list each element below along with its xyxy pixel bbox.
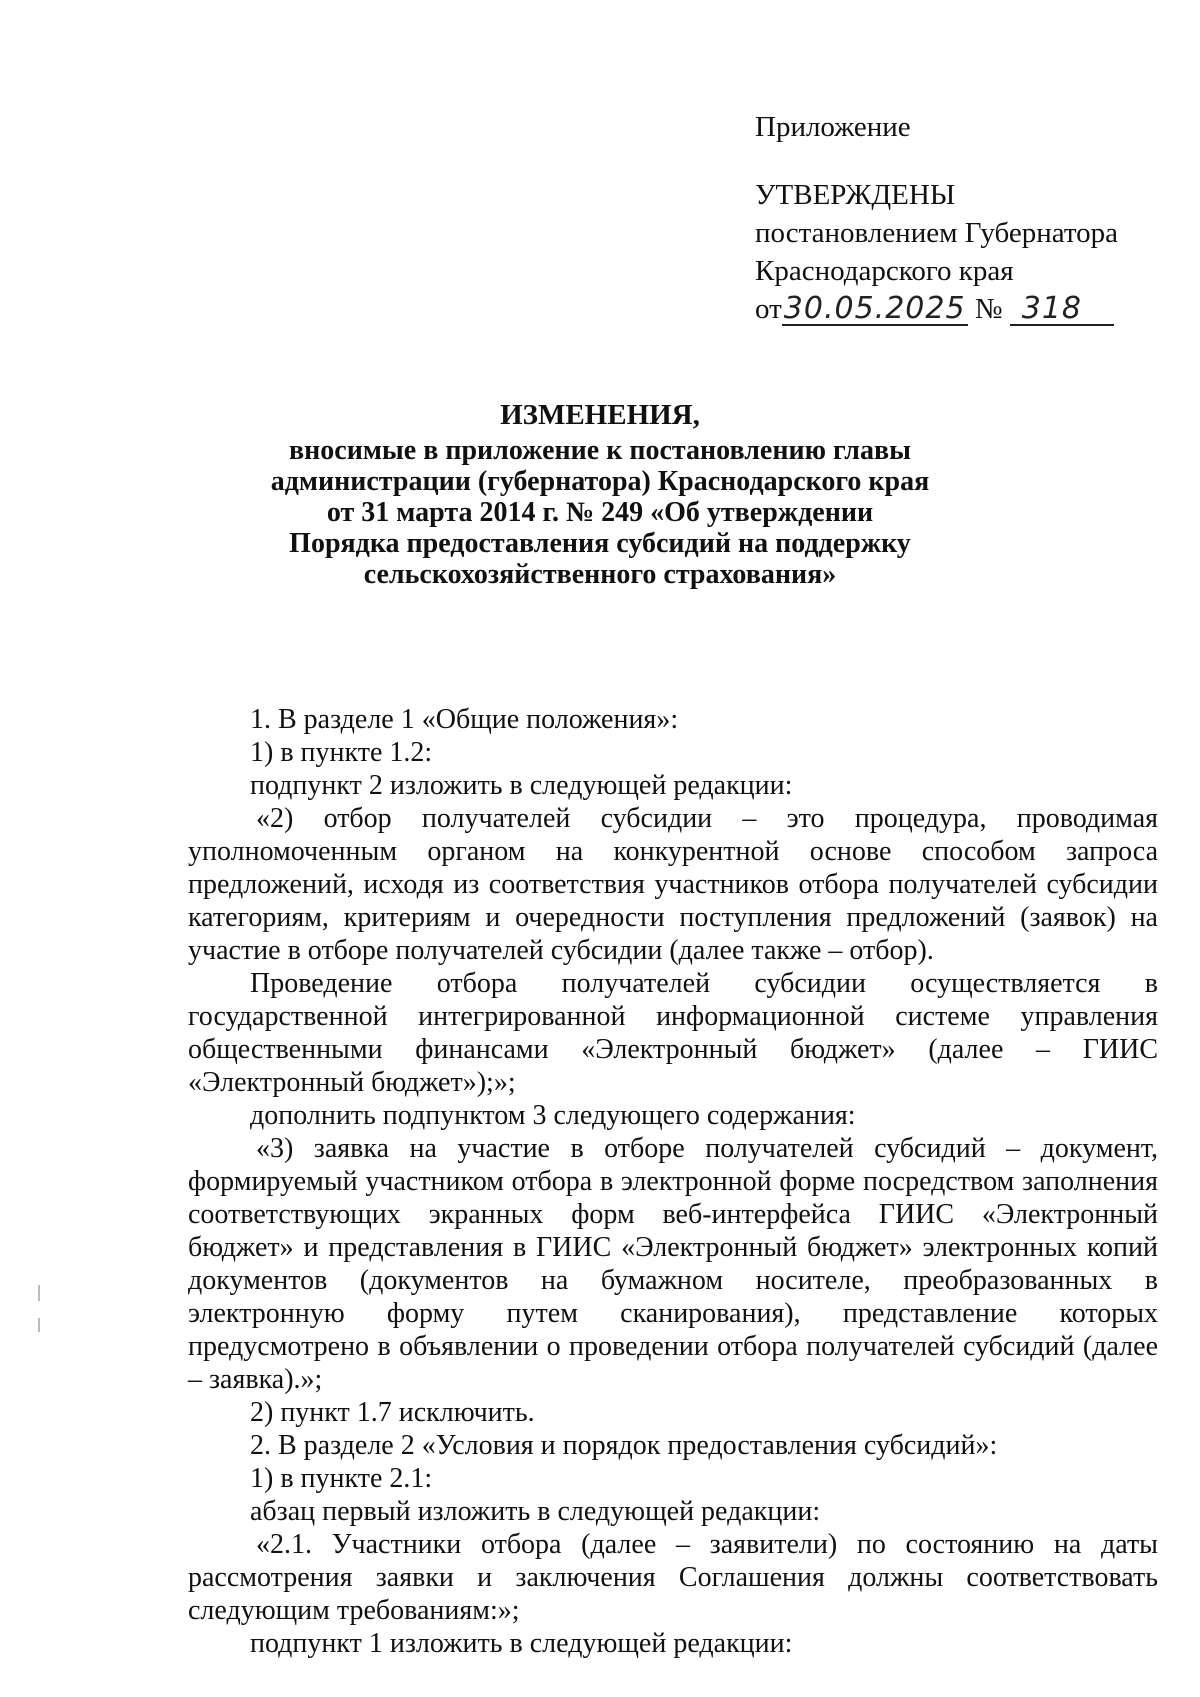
- body-paragraph: Проведение отбора получателей субсидии осуществляется в государственной интегрированной информационной системе управления общественными финансами «Электронный бюджет» (далее – ГИИС «Электронный бюджет»);»;: [188, 968, 1158, 1098]
- body-paragraph: абзац первый изложить в следующей редакции:: [250, 1496, 821, 1527]
- approved-by-line-1: постановлением Губернатора: [755, 217, 1119, 249]
- title-line: от 31 марта 2014 г. № 249 «Об утверждении: [326, 497, 874, 528]
- body-paragraph: «2) отбор получателей субсидии – это процедура, проводимая уполномоченным органом на конкурентной основе способом запроса предложений, исходя из соответствия участников отбора получателей субсидии категориям, критериям и очередности поступления предложений (заявок) на участие в отборе получателей субсидии (далее также – отбор).: [188, 803, 1158, 966]
- title-line: Порядка предоставления субсидий на поддержку: [289, 528, 911, 559]
- handwritten-date: 30.05.2025: [783, 291, 966, 326]
- body-paragraph: 1. В разделе 1 «Общие положения»:: [250, 704, 679, 735]
- appendix-label: Приложение: [755, 111, 911, 143]
- body-paragraph: «3) заявка на участие в отборе получателей субсидий – документ, формируемый участником отбора в электронной форме посредством заполнения соответствующих экранных форм веб-интерфейса ГИИС «Электронный бюджет» и представления в ГИИС «Электронный бюджет» электронных копий документов (документов на бумажном носителе, преобразованных в электронную форму путем сканирования), представление которых предусмотрено в объявлении о проведении отбора получателей субсидий (далее – заявка).»;: [188, 1133, 1158, 1395]
- body-paragraph: 2. В разделе 2 «Условия и порядок предоставления субсидий»:: [250, 1430, 998, 1461]
- handwritten-number: 318: [1010, 294, 1114, 326]
- spacer: [755, 146, 1118, 176]
- scan-artifact: [38, 1285, 40, 1301]
- title-line: сельскохозяйственного страхования»: [363, 559, 837, 590]
- title-line: вносимые в приложение к постановлению главы: [289, 435, 911, 466]
- body-paragraph: 2) пункт 1.7 исключить.: [250, 1397, 535, 1428]
- body-paragraph: «2.1. Участники отбора (далее – заявители) по состоянию на даты рассмотрения заявки и заключения Соглашения должны соответствовать следующим требованиям:»;: [188, 1529, 1158, 1626]
- body-paragraph: подпункт 2 изложить в следующей редакции:: [250, 770, 793, 801]
- number-prefix: №: [974, 293, 1003, 325]
- approved-by-line-2: Краснодарского края: [755, 255, 1014, 287]
- appendix-header: [755, 108, 1118, 328]
- scan-artifact: [38, 1318, 40, 1332]
- title-line: администрации (губернатора) Краснодарского края: [270, 466, 930, 497]
- title-main: ИЗМЕНЕНИЯ,: [500, 399, 700, 431]
- date-prefix: от: [755, 293, 782, 325]
- approval-date-line: [755, 290, 1118, 328]
- body-paragraph: подпункт 1 изложить в следующей редакции:: [250, 1628, 793, 1659]
- document-title: [160, 400, 1040, 590]
- approved-label: УТВЕРЖДЕНЫ: [755, 179, 956, 211]
- body-paragraph: дополнить подпунктом 3 следующего содержания:: [250, 1100, 856, 1131]
- document-body: [188, 703, 1158, 1660]
- body-paragraph: 1) в пункте 1.2:: [250, 737, 433, 768]
- body-paragraph: 1) в пункте 2.1:: [250, 1463, 433, 1494]
